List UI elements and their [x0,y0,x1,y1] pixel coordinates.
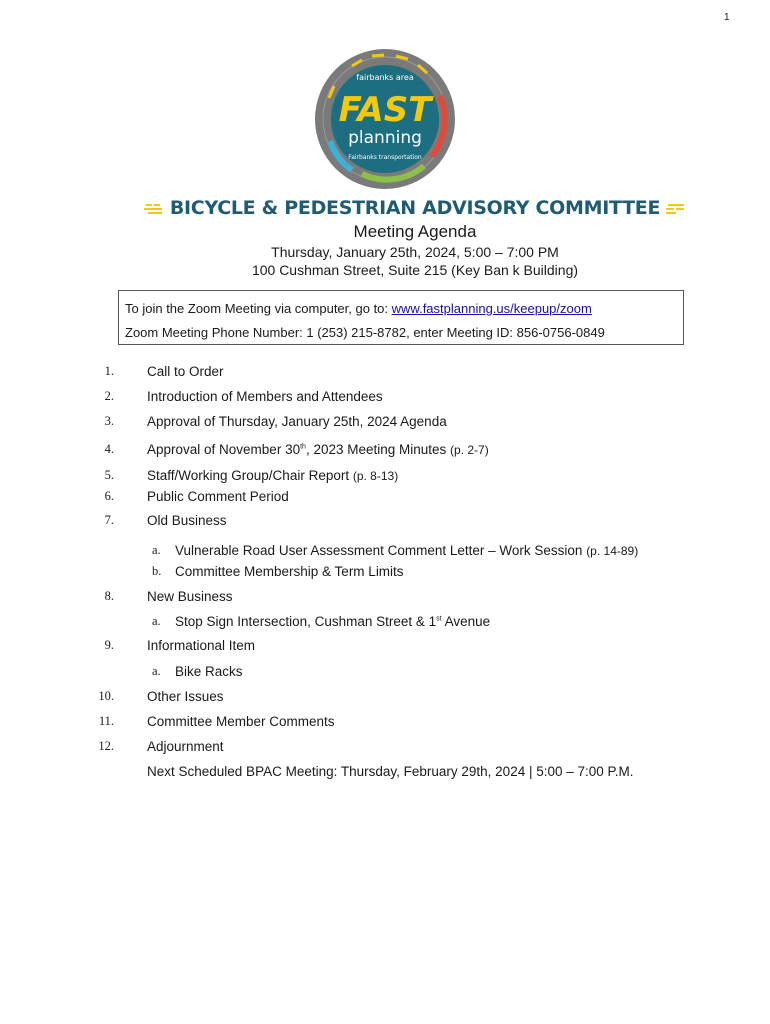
subitem-letter: a. [152,664,161,678]
subitem-letter: a. [152,543,161,557]
subitem-text: Vulnerable Road User Assessment Comment Letter – Work Session (p. 14-89) [175,543,639,558]
zoom-phone-line: Zoom Meeting Phone Number: 1 (253) 215-8782, enter Meeting ID: 856-0756-0849 [125,325,605,340]
logo-dash-segment [372,55,384,56]
item-number: 8. [104,589,114,603]
zoom-info-box [118,290,684,345]
logo-bottom-text: Fairbanks transportation [348,154,422,161]
item-number: 3. [104,414,114,428]
meeting-address: 100 Cushman Street, Suite 215 (Key Ban k Building) [251,262,579,278]
subitem-text: Stop Sign Intersection, Cushman Street & 1st Avenue [175,614,491,629]
item-text: Old Business [147,513,227,528]
subitem-text: Committee Membership & Term Limits [175,564,404,579]
zoom-join-line [125,297,683,321]
item-text: Other Issues [147,689,224,704]
item-text: Call to Order [147,364,224,379]
page-ref: (p. 2-7) [450,443,489,457]
logo-main-text: FAST [338,90,432,130]
zoom-link[interactable]: www.fastplanning.us/keepup/zoom [391,301,592,316]
item-number: 11. [98,714,114,728]
item-number: 10. [98,689,114,703]
item-number: 5. [104,468,114,482]
item-text: Public Comment Period [147,489,289,504]
page-ref: (p. 14-89) [586,544,639,558]
item-number: 7. [104,513,114,527]
meeting-date: Thursday, January 25th, 2024, 5:00 – 7:00 PM [271,244,559,260]
fast-planning-logo [312,46,458,192]
item-text: New Business [147,589,233,604]
subitem-text: Bike Racks [175,664,243,679]
item-text: Staff/Working Group/Chair Report (p. 8-13) [147,468,399,483]
subitem-letter: a. [152,614,161,628]
item-number: 2. [104,389,114,403]
item-text: Introduction of Members and Attendees [147,389,383,404]
item-number: 12. [98,739,114,753]
item-number: 6. [104,489,114,503]
item-text: Adjournment [147,739,224,754]
page-ref: (p. 8-13) [352,469,399,483]
committee-title [0,197,770,219]
item-text: Committee Member Comments [147,714,335,729]
item-text: Informational Item [147,638,256,653]
logo-sub-text: planning [348,128,422,148]
zoom-join-text: To join the Zoom Meeting via computer, go to: [125,301,392,316]
meeting-agenda-title: Meeting Agenda [353,222,477,241]
next-meeting-text: Next Scheduled BPAC Meeting: Thursday, February 29th, 2024 | 5:00 – 7:00 P.M. [147,764,634,779]
item-number: 1. [104,364,114,378]
page-number: 1 [724,12,730,23]
item-text: Approval of November 30th, 2023 Meeting Minutes (p. 2-7) [147,442,489,457]
item-number: 9. [104,638,114,652]
yellow-dash-left-icon [144,204,164,214]
subitem-letter: b. [152,564,162,578]
item-text: Approval of Thursday, January 25th, 2024 Agenda [147,414,447,429]
logo-top-text: fairbanks area [356,73,414,82]
item-number: 4. [104,442,114,456]
committee-title-text: BICYCLE & PEDESTRIAN ADVISORY COMMITTEE [169,197,661,219]
yellow-dash-right-icon [666,204,686,214]
